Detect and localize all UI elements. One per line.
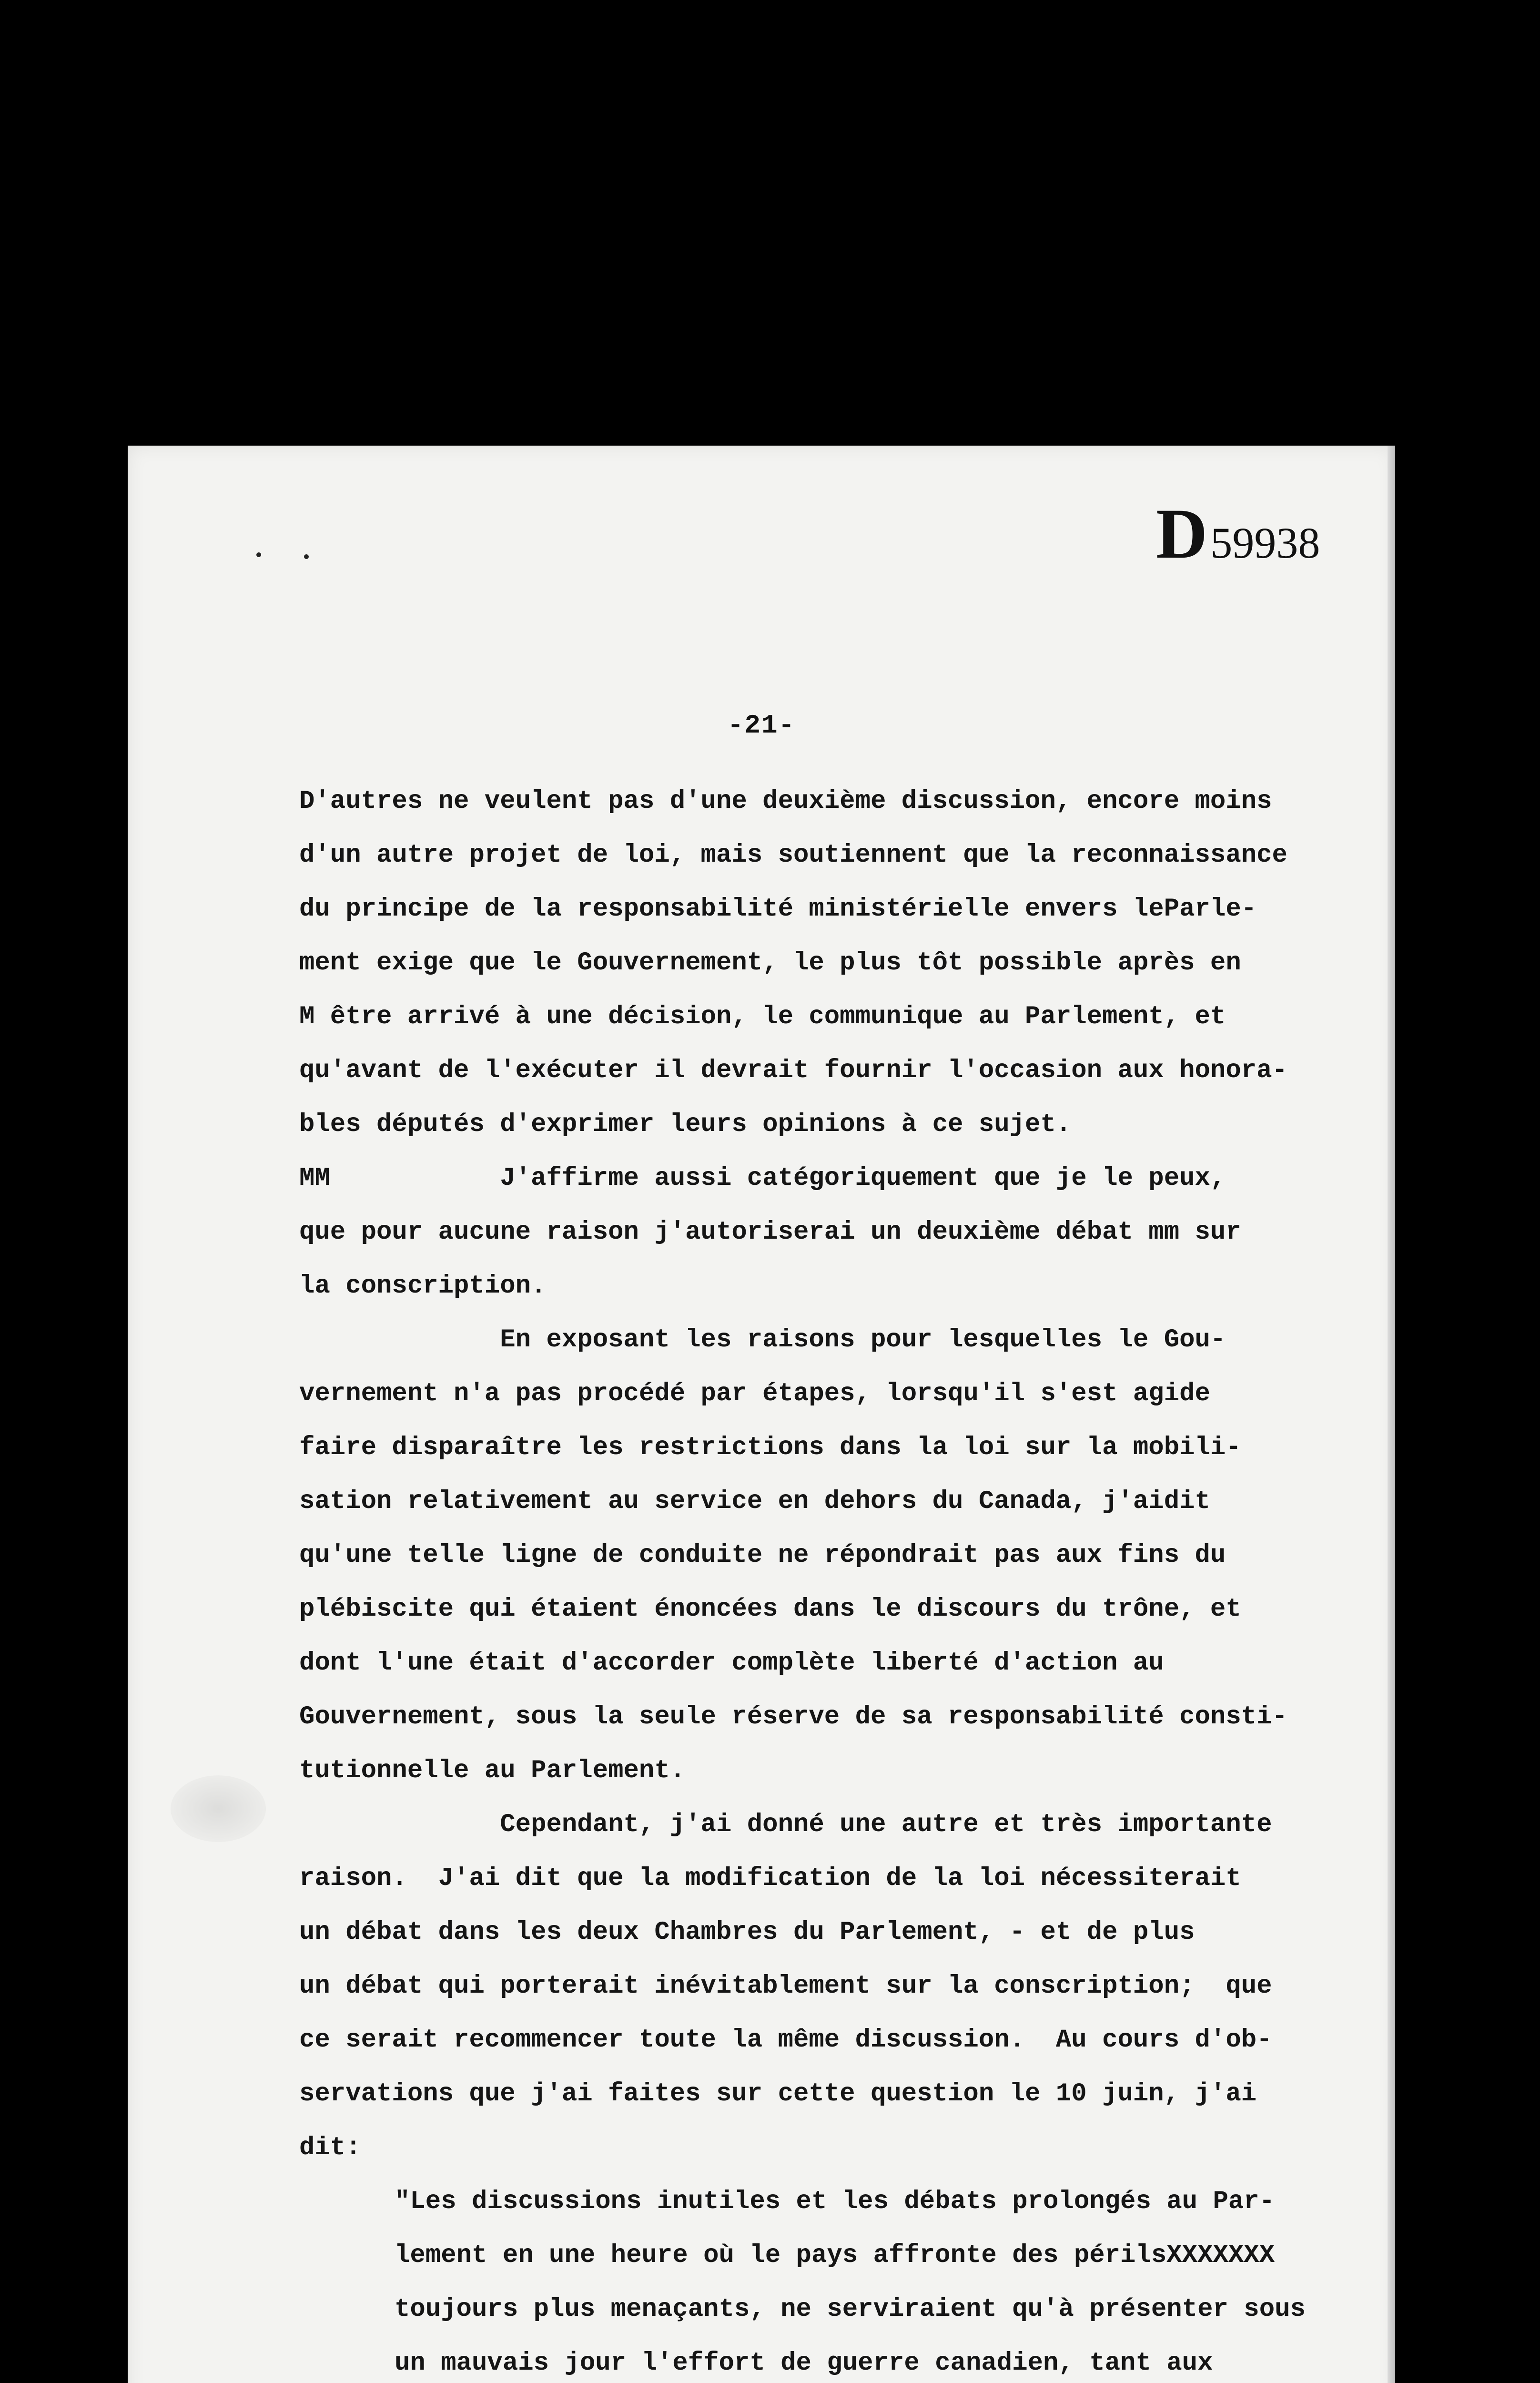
document-page [128, 446, 1395, 2383]
quote-line: un mauvais jour l'effort de guerre canadien, tant aux [395, 2349, 1213, 2378]
paper-smudge [171, 1775, 266, 1842]
text-line: En exposant les raisons pour lesquelles le Gou- [299, 1325, 1226, 1354]
archive-stamp [1156, 494, 1320, 573]
margin-dots [256, 550, 314, 560]
text-line: MM J'affirme aussi catégoriquement que je le peux, [299, 1164, 1226, 1193]
text-line: que pour aucune raison j'autoriserai un deuxième débat mm sur [299, 1218, 1241, 1247]
text-line: la conscription. [299, 1272, 547, 1301]
text-line: dont l'une était d'accorder complète liberté d'action au [299, 1649, 1164, 1678]
text-line: D'autres ne veulent pas d'une deuxième discussion, encore moins [299, 787, 1272, 816]
main-lines [299, 774, 1367, 2175]
text-line: bles députés d'exprimer leurs opinions à ce sujet. [299, 1110, 1072, 1139]
text-line: ment exige que le Gouvernement, le plus tôt possible après en [299, 948, 1241, 978]
body-text [299, 774, 1367, 2383]
text-line: un débat qui porterait inévitablement sur la conscription; que [299, 1972, 1272, 2001]
text-line: Cependant, j'ai donné une autre et très importante [299, 1810, 1272, 1839]
stamp-number: 59938 [1210, 519, 1320, 567]
stamp-letter: D [1156, 494, 1208, 573]
text-line: d'un autre projet de loi, mais soutiennent que la reconnaissance [299, 841, 1287, 870]
dot [256, 552, 261, 557]
quote-line: toujours plus menaçants, ne serviraient qu'à présenter sous [395, 2295, 1306, 2324]
text-line: un débat dans les deux Chambres du Parlement, - et de plus [299, 1918, 1195, 1947]
block-quote [299, 2175, 1367, 2383]
text-line: dit: [299, 2133, 361, 2162]
dot [304, 554, 309, 559]
text-line: tutionnelle au Parlement. [299, 1756, 686, 1785]
text-line: Gouvernement, sous la seule réserve de sa responsabilité consti- [299, 1702, 1287, 1731]
text-line: sation relativement au service en dehors du Canada, j'aidit [299, 1487, 1210, 1516]
quote-line: "Les discussions inutiles et les débats prolongés au Par- [395, 2187, 1275, 2216]
text-line: qu'une telle ligne de conduite ne répondrait pas aux fins du [299, 1541, 1226, 1570]
text-line: faire disparaître les restrictions dans la loi sur la mobili- [299, 1433, 1241, 1462]
text-line: raison. J'ai dit que la modification de la loi nécessiterait [299, 1864, 1241, 1893]
page-number: -21- [727, 710, 796, 741]
text-line: servations que j'ai faites sur cette question le 10 juin, j'ai [299, 2079, 1257, 2108]
text-line: ce serait recommencer toute la même discussion. Au cours d'ob- [299, 2026, 1272, 2055]
text-line: qu'avant de l'exécuter il devrait fournir l'occasion aux honora- [299, 1056, 1287, 1085]
text-line: M être arrivé à une décision, le communique au Parlement, et [299, 1002, 1226, 1031]
quote-line: lement en une heure où le pays affronte des périlsXXXXXXX [395, 2241, 1275, 2270]
text-line: plébiscite qui étaient énoncées dans le discours du trône, et [299, 1595, 1241, 1624]
text-line: vernement n'a pas procédé par étapes, lorsqu'il s'est agide [299, 1379, 1210, 1408]
text-line: du principe de la responsabilité ministérielle envers leParle- [299, 895, 1257, 924]
